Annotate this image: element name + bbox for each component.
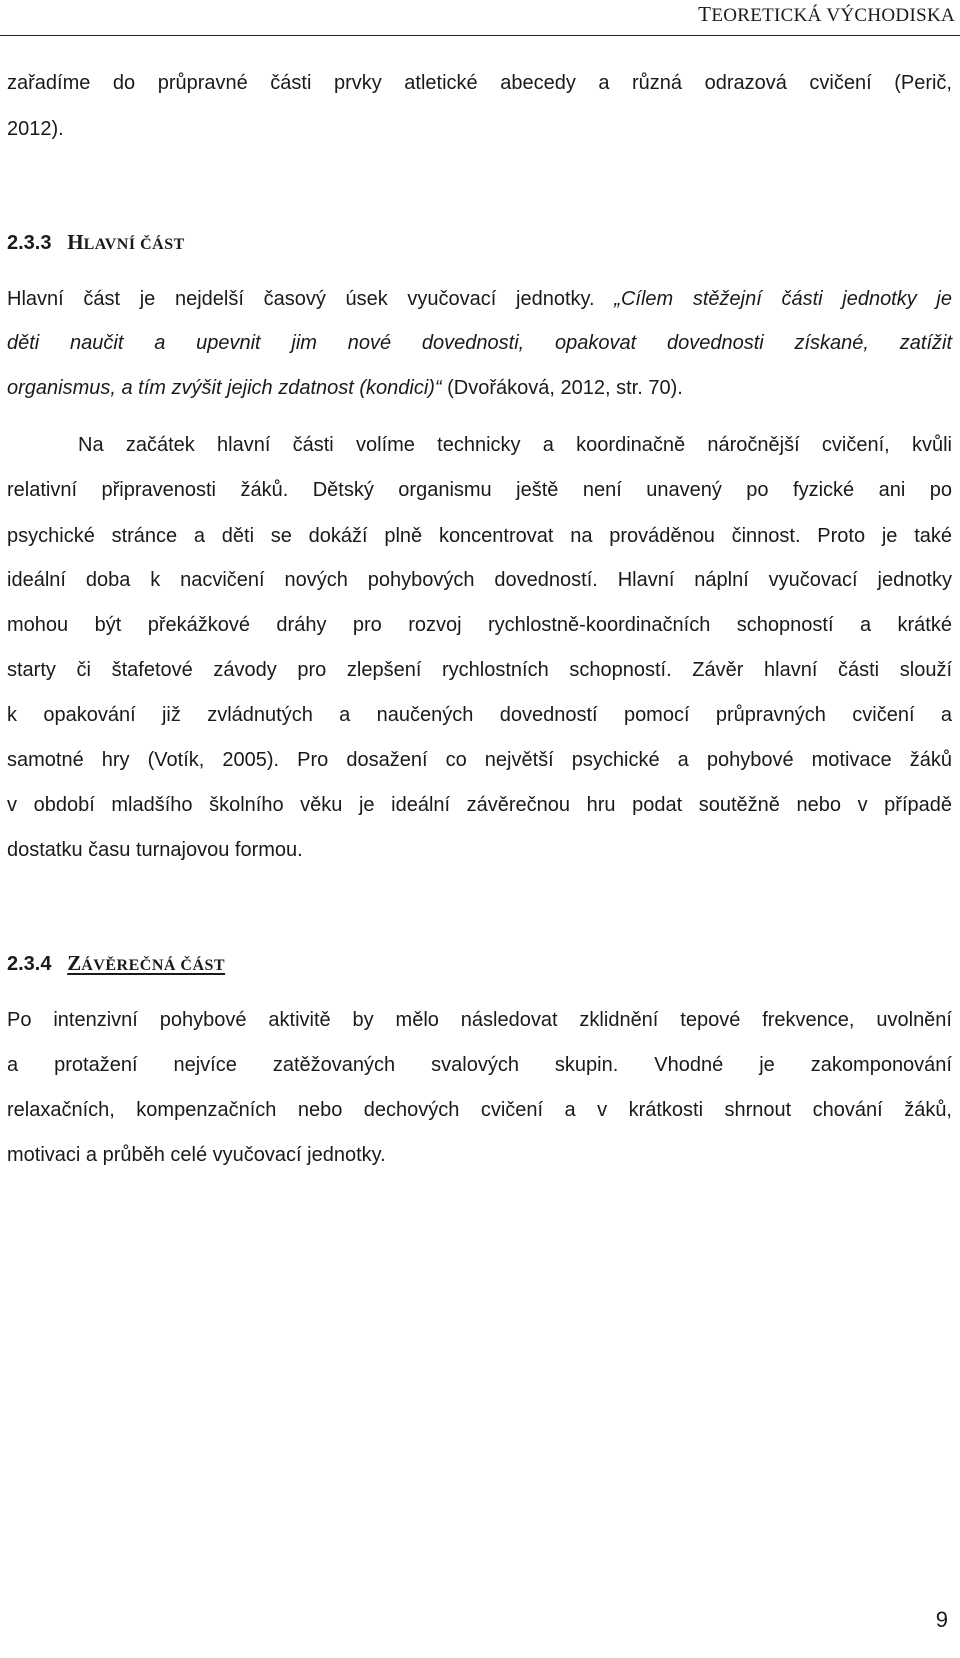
- heading-rest: LAVNÍ ČÁST: [83, 236, 185, 253]
- heading-initial: Z: [67, 951, 82, 975]
- page-number: 9: [935, 1607, 948, 1632]
- text-line: k opakování již zvládnutých a naučených dovedností pomocí průpravných cvičení a: [7, 704, 952, 726]
- quote-span: „Cílem stěžejní části jednotky je: [614, 288, 952, 310]
- text-line: v období mladšího školního věku je ideální závěrečnou hru podat soutěžně nebo v případě: [7, 794, 952, 816]
- text-line: [7, 331, 952, 355]
- heading-number: 2.3.3: [7, 232, 52, 254]
- text-line: ideální doba k nacvičení nových pohybových dovedností. Hlavní náplní vyučovací jednotky: [7, 569, 952, 591]
- heading-title: [67, 951, 225, 975]
- text-line: motivaci a průběh celé vyučovací jednotky.: [7, 1144, 386, 1166]
- text-line: mohou být překážkové dráhy pro rozvoj rychlostně-koordinačních schopností a krátké: [7, 614, 952, 636]
- text-line: psychické stránce a děti se dokáží plně koncentrovat na prováděnou činnost. Proto je také: [7, 525, 952, 547]
- text-line: [7, 287, 952, 311]
- text-span: Hlavní část je nejdelší časový úsek vyučovací jednotky.: [7, 288, 615, 310]
- text-line: Po intenzivní pohybové aktivitě by mělo následovat zklidnění tepové frekvence, uvolnění: [7, 1009, 952, 1031]
- quote-span: děti naučit a upevnit jim nové dovednosti, opakovat dovednosti získané, zatížit: [7, 332, 952, 354]
- header-initial: T: [698, 2, 712, 26]
- text-line: relaxačních, kompenzačních nebo dechových cvičení a v krátkosti shrnout chování žáků,: [7, 1099, 952, 1121]
- text-line: dostatku času turnajovou formou.: [7, 839, 303, 861]
- section-heading-main-part: [7, 230, 185, 257]
- quote-span: organismus, a tím zvýšit jejich zdatnost (kondici)“: [7, 377, 442, 399]
- citation-span: (Dvořáková, 2012, str. 70).: [441, 377, 683, 399]
- text-line: Na začátek hlavní části volíme technicky a koordinačně náročnější cvičení, kvůli: [78, 434, 952, 456]
- running-header: [698, 2, 955, 27]
- text-line: [7, 376, 952, 400]
- text-line: zařadíme do průpravné části prvky atletické abecedy a různá odrazová cvičení (Perič,: [7, 72, 952, 94]
- text-line: 2012).: [7, 118, 64, 140]
- text-line: samotné hry (Votík, 2005). Pro dosažení co největší psychické a pohybové motivace žáků: [7, 749, 952, 771]
- header-rest: EORETICKÁ VÝCHODISKA: [711, 5, 955, 26]
- heading-initial: H: [67, 230, 84, 254]
- header-rule: [0, 35, 960, 36]
- text-line: starty či štafetové závody pro zlepšení rychlostních schopností. Závěr hlavní části slouží: [7, 659, 952, 681]
- text-line: relativní připravenosti žáků. Dětský organismu ještě není unavený po fyzické ani po: [7, 479, 952, 501]
- text-line: a protažení nejvíce zatěžovaných svalových skupin. Vhodné je zakomponování: [7, 1054, 952, 1076]
- heading-number: 2.3.4: [7, 953, 52, 975]
- heading-rest: ÁVĚREČNÁ ČÁST: [81, 957, 226, 974]
- section-heading-final-part: [7, 951, 225, 978]
